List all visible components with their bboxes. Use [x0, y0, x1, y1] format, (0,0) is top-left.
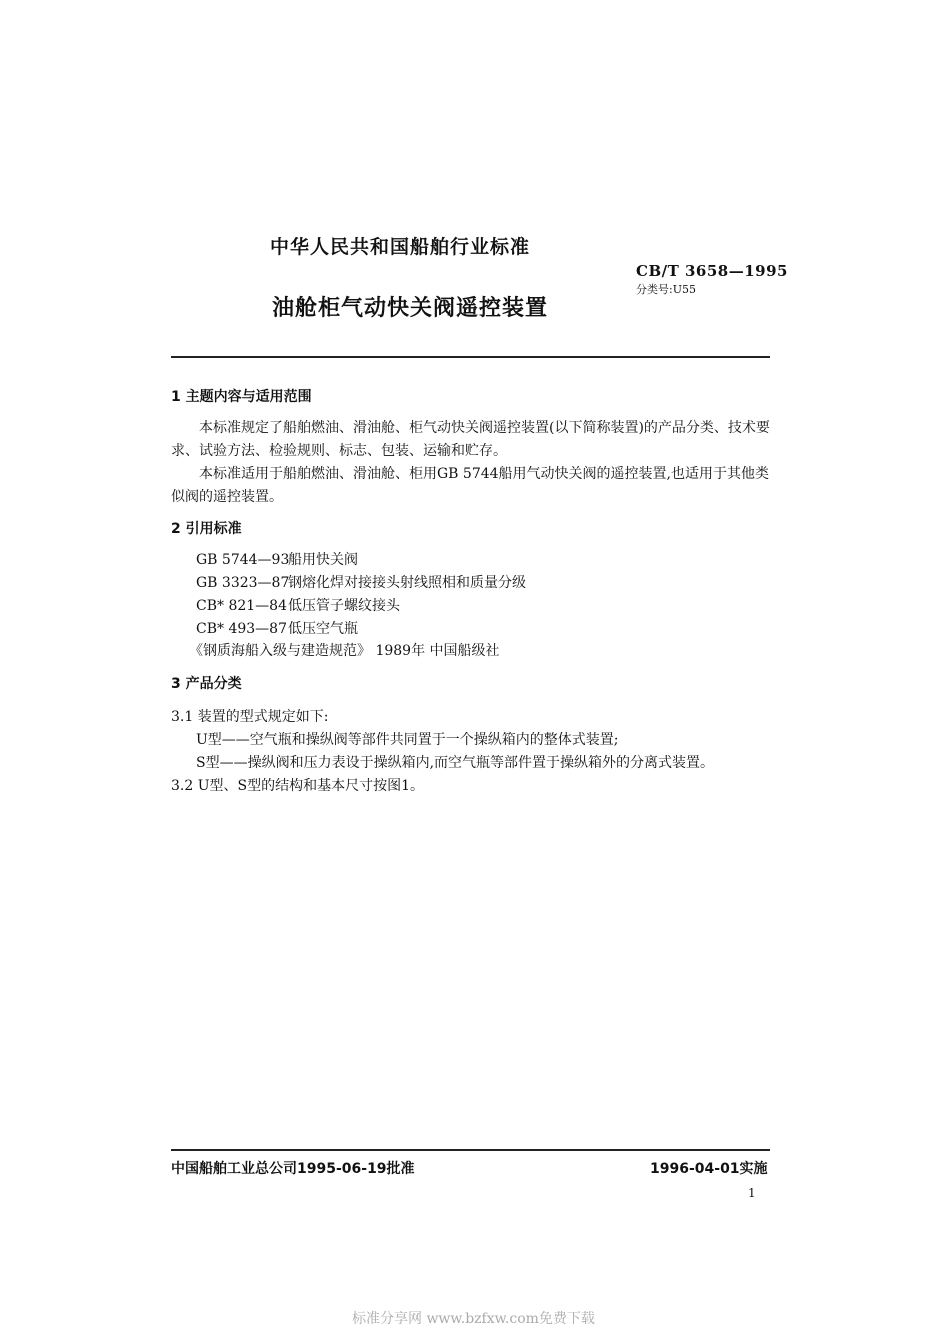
reference-item: [196, 572, 526, 592]
implementation-date: 1996-04-01实施: [650, 1161, 768, 1177]
page-number: 1: [748, 1186, 756, 1200]
section-2-heading: 2 引用标准: [171, 521, 242, 537]
section-3-heading: 3 产品分类: [171, 676, 242, 692]
header-divider: [171, 356, 770, 358]
watermark: 标准分享网 www.bzfxw.com免费下载: [352, 1311, 595, 1327]
footer-divider: [171, 1149, 770, 1151]
standard-number: CB/T 3658—1995: [636, 262, 788, 280]
org-title: 中华人民共和国船舶行业标准: [270, 236, 531, 258]
reference-item: [196, 618, 358, 638]
reference-title: 船用快关阀: [288, 552, 358, 568]
reference-code: GB 5744—93: [196, 552, 290, 568]
reference-item: [196, 595, 400, 615]
clause-3-2: 3.2 U型、S型的结构和基本尺寸按图1。: [171, 778, 425, 794]
section-1-para-2: 本标准适用于船舶燃油、滑油舱、柜用GB 5744船用气动快关阀的遥控装置,也适用于其他类似阀的遥控装置。: [171, 466, 769, 505]
reference-item: [196, 549, 358, 569]
document-title: 油舱柜气动快关阀遥控装置: [272, 296, 549, 321]
classification-number: 分类号:U55: [636, 283, 696, 296]
reference-title: 低压管子螺纹接头: [288, 598, 400, 614]
s-type-definition: S型——操纵阀和压力表设于操纵箱内,而空气瓶等部件置于操纵箱外的分离式装置。: [196, 755, 715, 771]
section-1-para-1: 本标准规定了船舶燃油、滑油舱、柜气动快关阀遥控装置(以下简称装置)的产品分类、技术要求、试验方法、检验规则、标志、包装、运输和贮存。: [171, 420, 770, 459]
reference-code: CB* 821—84: [196, 598, 287, 614]
reference-title: 低压空气瓶: [288, 621, 358, 637]
reference-title: 钢熔化焊对接接头射线照相和质量分级: [288, 575, 526, 591]
reference-code: GB 3323—87: [196, 575, 290, 591]
reference-code: CB* 493—87: [196, 621, 287, 637]
clause-3-1: 3.1 装置的型式规定如下:: [171, 709, 329, 725]
section-1-heading: 1 主题内容与适用范围: [171, 389, 312, 405]
reference-item-rules: 《钢质海船入级与建造规范》 1989年 中国船级社: [189, 643, 500, 659]
u-type-definition: U型——空气瓶和操纵阀等部件共同置于一个操纵箱内的整体式装置;: [196, 732, 619, 748]
approval-date: 中国船舶工业总公司1995-06-19批准: [171, 1161, 415, 1177]
